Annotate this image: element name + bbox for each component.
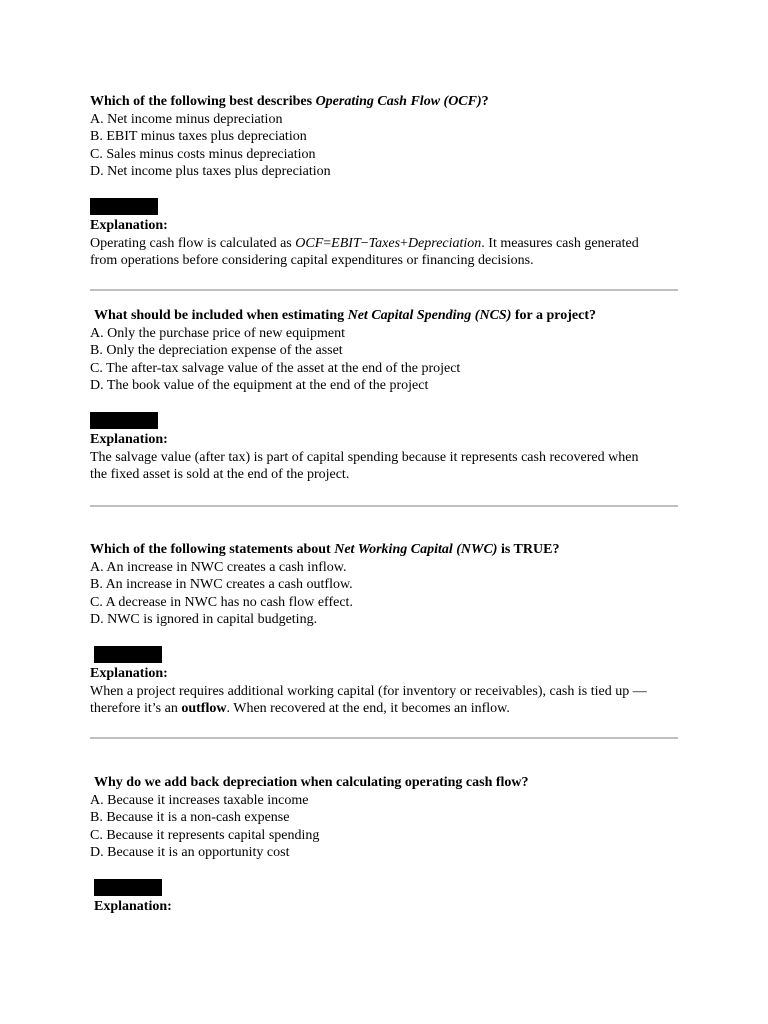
option-c: C. A decrease in NWC has no cash flow effect. bbox=[90, 594, 353, 610]
option-d: D. Because it is an opportunity cost bbox=[90, 845, 290, 861]
option-b: B. An increase in NWC creates a cash outflow. bbox=[90, 577, 353, 593]
question-2-prefix: What should be included when estimating bbox=[94, 308, 348, 323]
option-b: B. EBIT minus taxes plus depreciation bbox=[90, 129, 307, 145]
option-a: A. Only the purchase price of new equipment bbox=[90, 325, 346, 341]
explanation-text bbox=[90, 235, 650, 270]
option-c: C. Because it represents capital spending bbox=[90, 827, 320, 843]
explanation-label: Explanation: bbox=[90, 217, 168, 233]
question-1-term: Operating Cash Flow (OCF) bbox=[315, 94, 482, 109]
option-a: A. Net income minus depreciation bbox=[90, 111, 283, 127]
divider bbox=[90, 289, 678, 291]
redacted-answer bbox=[94, 646, 162, 663]
explanation-label: Explanation: bbox=[94, 898, 172, 914]
question-1-suffix: ? bbox=[481, 94, 489, 109]
question-3-suffix: is TRUE? bbox=[497, 542, 560, 557]
question-3 bbox=[90, 541, 680, 718]
question-3-prefix: Which of the following statements about bbox=[90, 542, 335, 557]
explanation-pre: When a project requires additional working capital (for inventory or receivables), cash is tied up — therefore it’s an bbox=[90, 683, 647, 717]
option-c: C. Sales minus costs minus depreciation bbox=[90, 146, 316, 162]
formula-ebit: EBIT bbox=[331, 235, 361, 251]
formula-depreciation: Depreciation bbox=[407, 235, 482, 251]
option-d: D. The book value of the equipment at the end of the project bbox=[90, 378, 429, 394]
formula-equals: = bbox=[323, 235, 332, 251]
explanation-post: . When recovered at the end, it becomes an inflow. bbox=[226, 701, 510, 717]
question-3-title bbox=[90, 541, 680, 559]
option-d: D. Net income plus taxes plus depreciation bbox=[90, 164, 331, 180]
option-d: D. NWC is ignored in capital budgeting. bbox=[90, 612, 318, 628]
question-1-title bbox=[90, 93, 680, 111]
explanation-label: Explanation: bbox=[90, 431, 168, 447]
formula-plus: + bbox=[400, 235, 408, 251]
question-2 bbox=[90, 307, 684, 484]
question-3-term: Net Working Capital (NWC) bbox=[334, 542, 498, 557]
explanation-pre: Operating cash flow is calculated as bbox=[90, 235, 296, 251]
question-2-title bbox=[94, 307, 684, 325]
question-1 bbox=[90, 93, 680, 270]
question-4 bbox=[90, 774, 684, 916]
option-c: C. The after-tax salvage value of the asset at the end of the project bbox=[90, 360, 461, 376]
divider bbox=[90, 737, 678, 739]
divider bbox=[90, 505, 678, 507]
explanation-label: Explanation: bbox=[90, 665, 168, 681]
explanation-text: The salvage value (after tax) is part of capital spending because it represents cash recovered when the fixed asset is sold at the end of the project. bbox=[90, 449, 639, 483]
redacted-answer bbox=[90, 412, 158, 429]
question-4-title: Why do we add back depreciation when calculating operating cash flow? bbox=[94, 775, 529, 790]
option-a: A. An increase in NWC creates a cash inflow. bbox=[90, 559, 347, 575]
redacted-answer bbox=[90, 198, 158, 215]
explanation-text bbox=[90, 683, 675, 718]
formula-ocf: OCF bbox=[295, 235, 324, 251]
option-b: B. Only the depreciation expense of the asset bbox=[90, 343, 343, 359]
question-1-prefix: Which of the following best describes bbox=[90, 94, 316, 109]
formula-minus: − bbox=[360, 235, 369, 251]
formula-taxes: Taxes bbox=[368, 235, 401, 251]
option-b: B. Because it is a non-cash expense bbox=[90, 810, 290, 826]
explanation-post: . It measures cash generated from operations before considering capital expenditures or financing decisions. bbox=[90, 235, 639, 269]
question-2-term: Net Capital Spending (NCS) bbox=[347, 308, 512, 323]
question-2-suffix: for a project? bbox=[511, 308, 596, 323]
redacted-answer bbox=[94, 879, 162, 896]
explanation-bold: outflow bbox=[181, 701, 227, 717]
ocf-formula bbox=[295, 236, 481, 251]
option-a: A. Because it increases taxable income bbox=[90, 792, 309, 808]
